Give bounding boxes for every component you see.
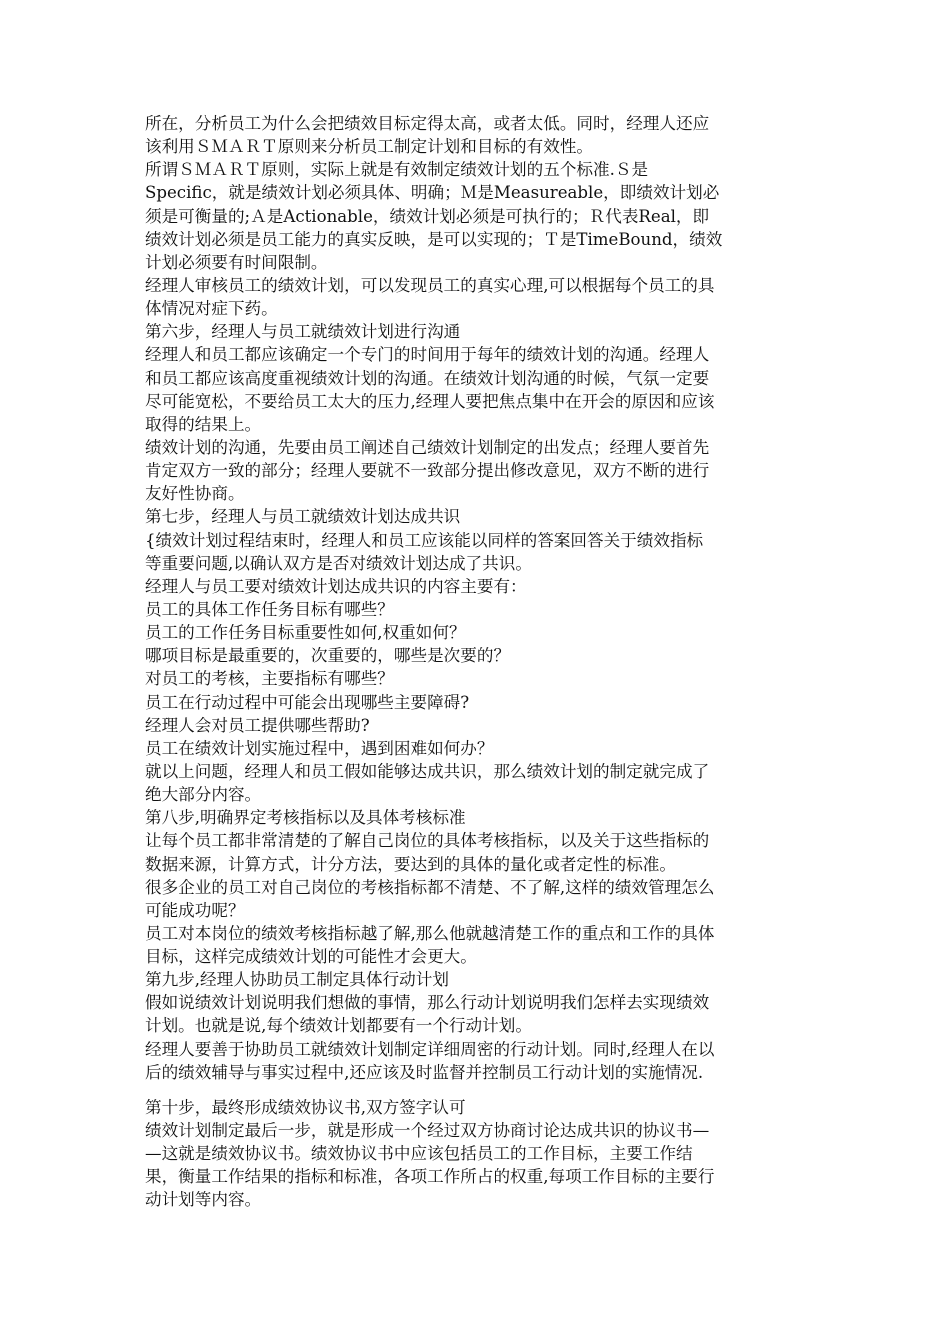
text-line: —这就是绩效协议书。绩效协议书中应该包括员工的工作目标，主要工作结 xyxy=(145,1144,693,1164)
text-line: 可能成功呢？ xyxy=(145,900,245,920)
text-line: 所谓ＳＭＡＲＴ原则，实际上就是有效制定绩效计划的五个标准.Ｓ是 xyxy=(145,160,649,180)
text-line: 就以上问题，经理人和员工假如能够达成共识，那么绩效计划的制定就完成了 xyxy=(145,761,710,781)
text-line: 目标，这样完成绩效计划的可能性才会更大。 xyxy=(145,947,477,967)
text-line: 计划必须要有时间限制。 xyxy=(145,252,328,272)
text-line: 很多企业的员工对自己岗位的考核指标都不清楚、不了解,这样的绩效管理怎么 xyxy=(145,877,715,897)
section-heading: 第七步，经理人与员工就绩效计划达成共识 xyxy=(145,507,461,527)
text-line: 果，衡量工作结果的指标和标准，各项工作所占的权重,每项工作目标的主要行 xyxy=(145,1167,715,1187)
text-line: 和员工都应该高度重视绩效计划的沟通。在绩效计划沟通的时候，气氛一定要 xyxy=(145,368,710,388)
list-item: 对员工的考核，主要指标有哪些？ xyxy=(145,669,394,689)
text-line: 后的绩效辅导与事实过程中,还应该及时监督并控制员工行动计划的实施情况. xyxy=(145,1062,704,1082)
text-line: 计划。也就是说,每个绩效计划都要有一个行动计划。 xyxy=(145,1016,532,1036)
text-line: 假如说绩效计划说明我们想做的事情，那么行动计划说明我们怎样去实现绩效 xyxy=(145,993,710,1013)
section-heading: 第八步,明确界定考核指标以及具体考核标准 xyxy=(145,808,466,828)
text-line: 绩效计划必须是员工能力的真实反映，是可以实现的；Ｔ是TimeBound，绩效 xyxy=(145,229,723,249)
text-line: 友好性协商。 xyxy=(145,484,245,504)
text-line: 绝大部分内容。 xyxy=(145,785,262,805)
text-line: 经理人和员工都应该确定一个专门的时间用于每年的绩效计划的沟通。经理人 xyxy=(145,345,710,365)
list-item: 员工的工作任务目标重要性如何,权重如何？ xyxy=(145,623,466,643)
text-line: 数据来源，计算方式，计分方法，要达到的具体的量化或者定性的标准。 xyxy=(145,854,676,874)
list-item: 哪项目标是最重要的，次重要的，哪些是次要的？ xyxy=(145,646,511,666)
text-line: 绩效计划制定最后一步，就是形成一个经过双方协商讨论达成共识的协议书— xyxy=(145,1121,710,1141)
text-line: Specific，就是绩效计划必须具体、明确；Ｍ是Measureable，即绩效计划必 xyxy=(145,183,720,203)
list-item: 经理人会对员工提供哪些帮助? xyxy=(145,715,370,735)
list-item: 员工的具体工作任务目标有哪些？ xyxy=(145,599,394,619)
text-line: 取得的结果上。 xyxy=(145,414,262,434)
text-line: 动计划等内容。 xyxy=(145,1190,262,1210)
document-page xyxy=(145,112,813,1212)
text-line: 体情况对症下药。 xyxy=(145,299,278,319)
text-line: 经理人与员工要对绩效计划达成共识的内容主要有： xyxy=(145,576,527,596)
text-line: 经理人审核员工的绩效计划，可以发现员工的真实心理,可以根据每个员工的具 xyxy=(145,275,715,295)
text-line: 员工对本岗位的绩效考核指标越了解,那么他就越清楚工作的重点和工作的具体 xyxy=(145,923,715,943)
list-item: 员工在绩效计划实施过程中，遇到困难如何办？ xyxy=(145,738,494,758)
list-item: 员工在行动过程中可能会出现哪些主要障碍? xyxy=(145,692,470,712)
text-line: {绩效计划过程结束时，经理人和员工应该能以同样的答案回答关于绩效指标 xyxy=(145,530,704,550)
text-line: 须是可衡量的;Ａ是Actionable，绩效计划必须是可执行的；Ｒ代表Real，即 xyxy=(145,206,710,226)
text-line: 经理人要善于协助员工就绩效计划制定详细周密的行动计划。同时,经理人在以 xyxy=(145,1039,715,1059)
text-line: 所在，分析员工为什么会把绩效目标定得太高，或者太低。同时，经理人还应 xyxy=(145,114,710,133)
text-line: 让每个员工都非常清楚的了解自己岗位的具体考核指标，以及关于这些指标的 xyxy=(145,831,710,851)
text-line: 肯定双方一致的部分；经理人要就不一致部分提出修改意见，双方不断的进行 xyxy=(145,461,710,481)
text-line: 该利用ＳＭＡＲＴ原则来分析员工制定计划和目标的有效性。 xyxy=(145,137,594,157)
section-heading: 第十步，最终形成绩效协议书,双方签字认可 xyxy=(145,1097,466,1117)
text-line: 尽可能宽松，不要给员工太大的压力,经理人要把焦点集中在开会的原因和应该 xyxy=(145,391,715,411)
section-heading: 第六步，经理人与员工就绩效计划进行沟通 xyxy=(145,322,461,342)
text-line: 绩效计划的沟通，先要由员工阐述自己绩效计划制定的出发点；经理人要首先 xyxy=(145,437,710,457)
paragraph-gap xyxy=(145,1084,813,1096)
text-line: 等重要问题,以确认双方是否对绩效计划达成了共识。 xyxy=(145,553,532,573)
section-heading: 第九步,经理人协助员工制定具体行动计划 xyxy=(145,970,449,990)
